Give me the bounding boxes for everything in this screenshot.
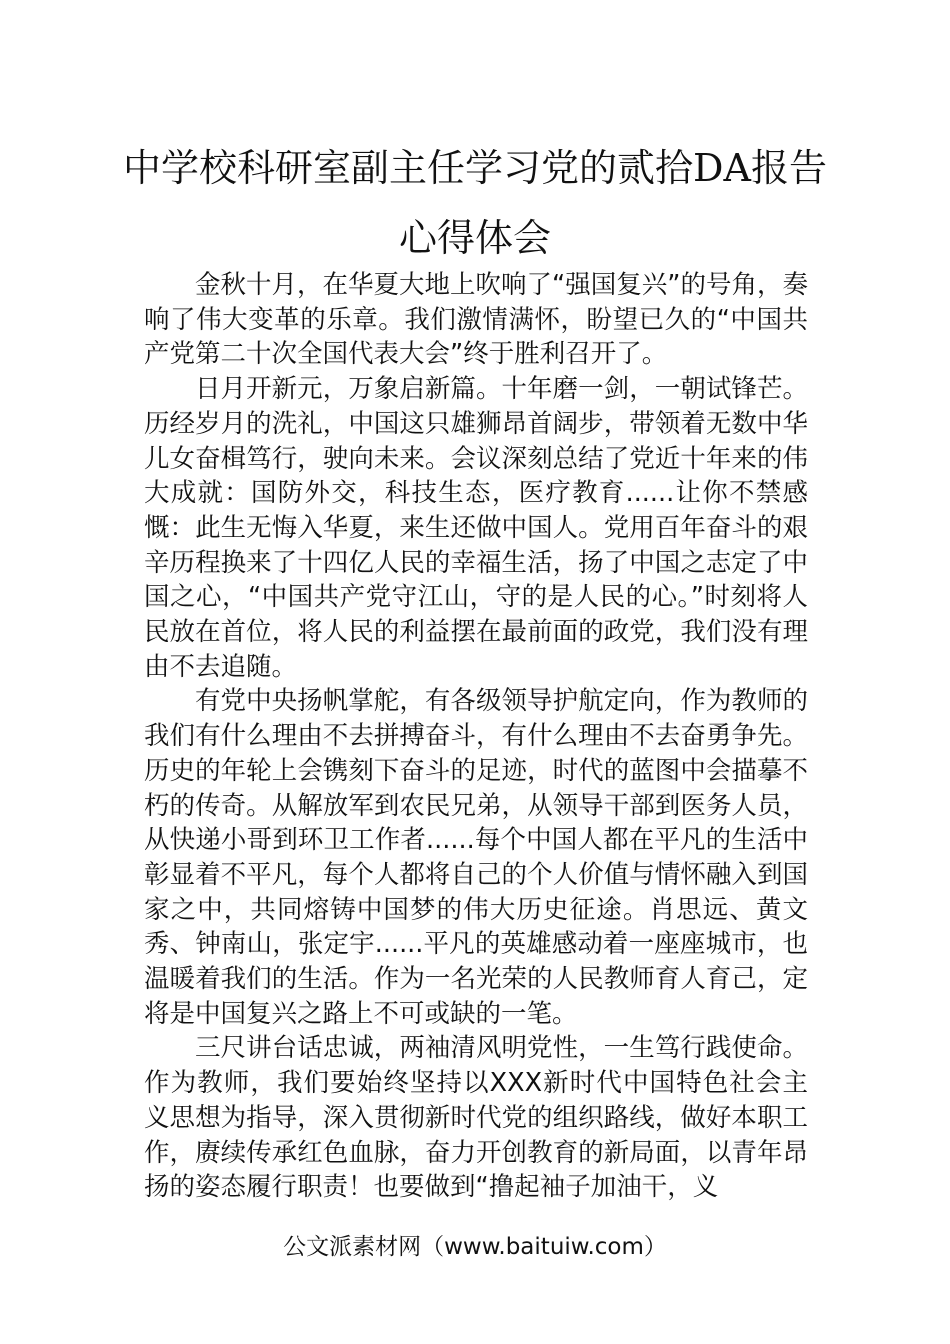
document-title-line-1: 中学校科研室副主任学习党的贰拾DA报告: [123, 146, 827, 190]
paragraph-3: 有党中央扬帆掌舵，有各级领导护航定向，作为教师的我们有什么理由不去拼搏奋斗，有什么理由不去奋勇争先。历史的年轮上会镌刻下奋斗的足迹，时代的蓝图中会描摹不朽的传奇。从解放军到农民兄弟，从领导干部到医务人员，从快递小哥到环卫工作者......每个中国人都在平凡的生活中彰显着不平凡，每个人都将自己的个人价值与情怀融入到国家之中，共同熔铸中国梦的伟大历史征途。肖思远、黄文秀、钟南山，张定宇......平凡的英雄感动着一座座城市，也温暖着我们的生活。作为一名光荣的人民教师育人育己，定将是中国复兴之路上不可或缺的一笔。: [144, 686, 808, 1029]
paragraph-2: 日月开新元，万象启新篇。十年磨一剑，一朝试锋芒。历经岁月的洗礼，中国这只雄狮昂首阔步，带领着无数中华儿女奋楫笃行，驶向未来。会议深刻总结了党近十年来的伟大成就：国防外交，科技生态，医疗教育......让你不禁感慨：此生无悔入华夏，来生还做中国人。党用百年奋斗的艰辛历程换来了十四亿人民的幸福生活，扬了中国之志定了中国之心，“中国共产党守江山，守的是人民的心。”时刻将人民放在首位，将人民的利益摆在最前面的政党，我们没有理由不去追随。: [144, 374, 808, 682]
paragraph-1: 金秋十月，在华夏大地上吹响了“强国复兴”的号角，奏响了伟大变革的乐章。我们激情满怀，盼望已久的“中国共产党第二十次全国代表大会”终于胜利召开了。: [144, 270, 808, 370]
page-footer-source: 公文派素材网（www.baituiw.com）: [283, 1234, 667, 1260]
document-body: [144, 268, 808, 1205]
paragraph-4: 三尺讲台话忠诚，两袖清风明党性，一生笃行践使命。作为教师，我们要始终坚持以XXX新时代中国特色社会主义思想为指导，深入贯彻新时代党的组织路线，做好本职工作，赓续传承红色血脉，奋力开创教育的新局面，以青年昂扬的姿态履行职责！也要做到“撸起袖子加油干，义: [144, 1033, 808, 1203]
document-title-line-2: 心得体会: [398, 216, 551, 260]
